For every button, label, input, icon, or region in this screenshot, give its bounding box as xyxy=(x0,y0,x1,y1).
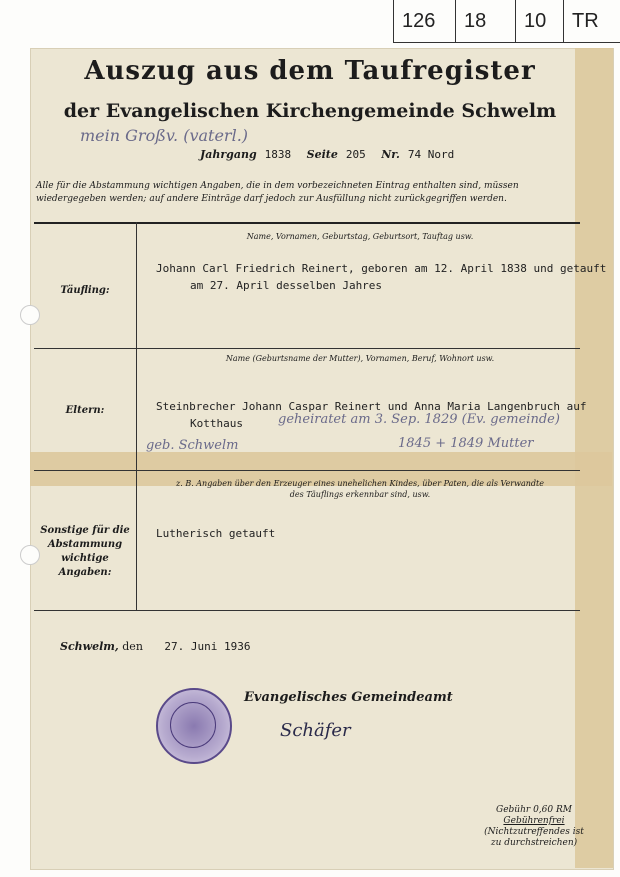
intro-text: Alle für die Abstammung wichtigen Angaben, die in dem vorbezeichneten Eintrag enthalten sind, müssen wiedergegeben werden; auf andere Einträge darf jedoch zur Ausfüllung nicht zurückgegriffen werden. xyxy=(36,181,519,204)
label-taeufling: Täufling: xyxy=(60,285,110,296)
document-subtitle: der Evangelischen Kirchengemeinde Schwelm xyxy=(63,100,557,122)
header-box: TR xyxy=(563,0,620,43)
taeufling-line: am 27. April desselben Jahres xyxy=(190,279,383,292)
taeufling-line: Johann Carl Friedrich Reinert, geboren am 12. April 1838 und getauft xyxy=(156,262,607,275)
handwritten-note: geb. Schwelm xyxy=(146,438,239,453)
document-title: Auszug aus dem Taufregister xyxy=(84,56,536,86)
handwritten-note: 1845 + 1849 Mutter xyxy=(398,436,534,451)
header-box: 10 xyxy=(515,0,564,43)
handwritten-note: mein Großv. (vaterl.) xyxy=(80,126,249,145)
register-reference: Jahrgang 1838 Seite 205 Nr. 74 Nord xyxy=(200,148,455,161)
signature: Schäfer xyxy=(280,720,351,741)
section-header: Name, Vornamen, Geburtstag, Geburtsort, Tauftag usw. xyxy=(246,232,474,241)
divider xyxy=(34,348,580,349)
section-header: z. B. Angaben über den Erzeuger eines unehelichen Kindes, über Paten, die als Verwandte des Täuflings erkennbar sind, usw. xyxy=(176,479,544,499)
eltern-line: Kotthaus xyxy=(190,417,243,430)
section-header: Name (Geburtsname der Mutter), Vornamen, Beruf, Wohnort usw. xyxy=(225,354,495,363)
column-divider xyxy=(136,222,137,610)
divider xyxy=(34,470,580,471)
divider xyxy=(34,610,580,611)
fee-note: Gebühr 0,60 RM Gebührenfrei (Nichtzutreffendes ist zu durchstreichen) xyxy=(484,805,584,848)
church-seal-stamp xyxy=(156,688,232,764)
divider xyxy=(34,222,580,224)
issue-date: 27. Juni 1936 xyxy=(164,640,251,653)
handwritten-note: geheiratet am 3. Sep. 1829 (Ev. gemeinde) xyxy=(278,412,560,427)
eltern-line: Steinbrecher Johann Caspar Reinert und Anna Maria Langenbruch auf xyxy=(156,400,587,413)
label-sonstige: Sonstige für die Abstammung wichtige Angaben: xyxy=(40,525,130,578)
label-eltern: Eltern: xyxy=(65,405,105,416)
office-name: Evangelisches Gemeindeamt xyxy=(244,690,453,705)
punch-hole xyxy=(20,305,40,325)
place-date: Schwelm, den 27. Juni 1936 xyxy=(60,640,251,653)
sonstige-line: Lutherisch getauft xyxy=(156,527,276,540)
header-box: 18 xyxy=(455,0,516,43)
header-box: 126 xyxy=(393,0,456,43)
